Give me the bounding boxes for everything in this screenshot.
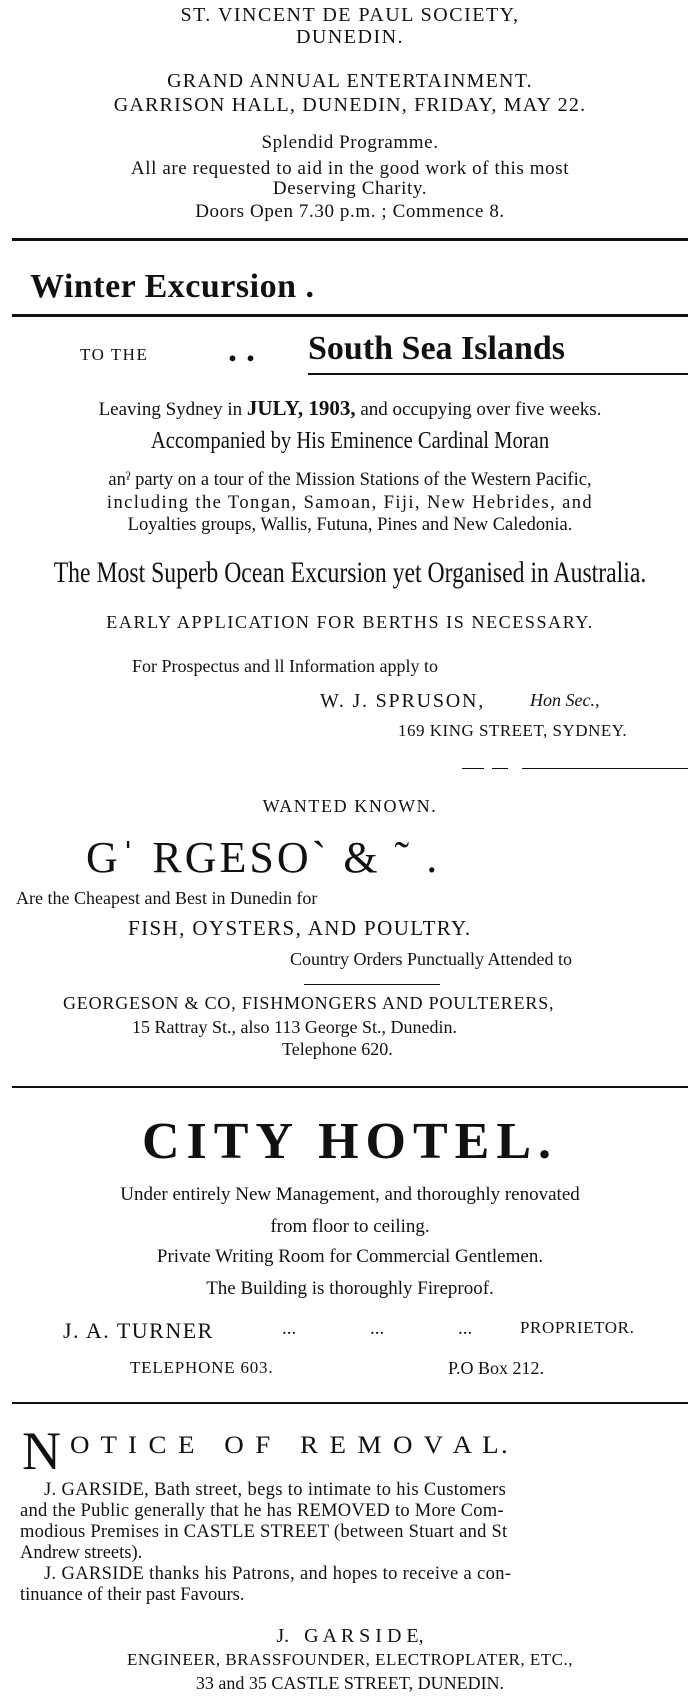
secretary-address: 169 KING STREET, SYDNEY. bbox=[398, 721, 628, 740]
hotel-line-2: from floor to ceiling. bbox=[270, 1216, 430, 1237]
removal-p2-a: J. GARSIDE thanks his Patrons, and hopes to receive a con- bbox=[44, 1564, 512, 1584]
divider bbox=[12, 1402, 688, 1404]
excursion-dots: . . bbox=[228, 329, 255, 369]
excursion-tour-1: anˀ party on a tour of the Mission Stations of the Western Pacific, bbox=[108, 470, 592, 490]
svdp-title: ST. VINCENT DE PAUL SOCIETY, bbox=[180, 4, 520, 26]
hotel-telephone: TELEPHONE 603. bbox=[130, 1358, 274, 1377]
removal-signature-trade: ENGINEER, BRASSFOUNDER, ELECTROPLATER, ETC., bbox=[126, 1650, 574, 1669]
hotel-line-3: Private Writing Room for Commercial Gentlemen. bbox=[156, 1246, 544, 1267]
firm-name: GEORGESON & CO, bbox=[63, 993, 237, 1013]
georgeson-short-rule bbox=[304, 984, 440, 985]
hotel-ellipsis-2: ... bbox=[370, 1318, 385, 1339]
hotel-pobox: P.O Box 212. bbox=[448, 1358, 545, 1378]
removal-p1-d: Andrew streets). bbox=[20, 1543, 143, 1563]
svdp-charity: Deserving Charity. bbox=[272, 178, 428, 199]
georgeson-firm bbox=[63, 993, 554, 1014]
removal-signature-address: 33 and 35 CASTLE STREET, DUNEDIN. bbox=[195, 1673, 505, 1693]
divider bbox=[12, 238, 688, 241]
svdp-event: GRAND ANNUAL ENTERTAINMENT. bbox=[167, 70, 533, 92]
georgeson-country: Country Orders Punctually Attended to bbox=[290, 949, 572, 969]
excursion-destination: South Sea Islands bbox=[308, 330, 566, 367]
divider-dash-1 bbox=[462, 768, 484, 769]
removal-drop-cap: N bbox=[22, 1421, 61, 1481]
removal-signature-name: J. G A R S I D E, bbox=[276, 1625, 424, 1647]
removal-p1-a: J. GARSIDE, Bath street, begs to intimate to his Customers bbox=[44, 1480, 507, 1500]
svdp-city: DUNEDIN. bbox=[295, 26, 405, 48]
firm-trade: FISHMONGERS AND POULTERERS, bbox=[241, 993, 555, 1013]
hotel-line-1: Under entirely New Management, and thoroughly renovated bbox=[120, 1184, 580, 1205]
removal-p2-b: tinuance of their past Favours. bbox=[20, 1585, 245, 1605]
hotel-ellipsis-1: ... bbox=[282, 1318, 297, 1339]
svdp-request: All are requested to aid in the good work of this most bbox=[130, 158, 570, 179]
georgeson-cheapest: Are the Cheapest and Best in Dunedin for bbox=[16, 888, 318, 908]
georgeson-telephone: Telephone 620. bbox=[282, 1039, 393, 1059]
svdp-doors: Doors Open 7.30 p.m. ; Commence 8. bbox=[195, 201, 505, 222]
excursion-prospectus: For Prospectus and ll Information apply to bbox=[132, 656, 438, 676]
secretary-title: Hon Sec., bbox=[530, 690, 600, 710]
leaving-pre: Leaving Sydney in bbox=[98, 399, 247, 420]
excursion-to-the: TO THE bbox=[80, 345, 149, 364]
removal-p1-c: modious Premises in CASTLE STREET (between Stuart and St bbox=[20, 1522, 508, 1542]
hotel-proprietor-name: J. A. TURNER bbox=[63, 1318, 214, 1343]
divider-dash-3 bbox=[522, 768, 688, 769]
leaving-post: and occupying over five weeks. bbox=[355, 399, 602, 420]
hotel-ellipsis-3: ... bbox=[458, 1318, 473, 1339]
hotel-line-4: The Building is thoroughly Fireproof. bbox=[206, 1278, 494, 1299]
excursion-superb: The Most Superb Ocean Excursion yet Organised in Australia. bbox=[53, 556, 647, 589]
divider-dash-2 bbox=[492, 768, 508, 769]
excursion-leaving bbox=[0, 396, 700, 421]
excursion-tour-2: including the Tongan, Samoan, Fiji, New Hebrides, and bbox=[106, 493, 594, 513]
excursion-title: Winter Excursion . bbox=[30, 268, 315, 305]
destination-underline bbox=[308, 373, 688, 375]
removal-title: O T I C E O F R E M O V A L. bbox=[70, 1432, 511, 1459]
wanted-known: WANTED KNOWN. bbox=[262, 796, 438, 816]
removal-p1-b: and the Public generally that he has REMOVED to More Com- bbox=[20, 1501, 504, 1521]
excursion-accompanied: Accompanied by His Eminence Cardinal Moran bbox=[150, 428, 550, 454]
leaving-date: JULY, 1903, bbox=[246, 396, 356, 420]
svdp-programme: Splendid Programme. bbox=[261, 132, 439, 153]
excursion-tour-3: Loyalties groups, Wallis, Futuna, Pines and New Caledonia. bbox=[127, 515, 573, 535]
georgeson-address: 15 Rattray St., also 113 George St., Dunedin. bbox=[132, 1017, 457, 1037]
hotel-proprietor-label: PROPRIETOR. bbox=[520, 1318, 635, 1337]
georgeson-headline: Gˈ RGESOˋ & ˜ . bbox=[86, 833, 441, 882]
secretary-name: W. J. SPRUSON, bbox=[320, 690, 486, 712]
georgeson-goods: FISH, OYSTERS, AND POULTRY. bbox=[128, 916, 472, 940]
excursion-early: EARLY APPLICATION FOR BERTHS IS NECESSARY. bbox=[106, 612, 594, 632]
excursion-title-underline bbox=[12, 314, 688, 317]
divider bbox=[12, 1086, 688, 1088]
svdp-venue: GARRISON HALL, DUNEDIN, FRIDAY, MAY 22. bbox=[113, 94, 587, 116]
hotel-title: CITY HOTEL. bbox=[141, 1113, 559, 1170]
